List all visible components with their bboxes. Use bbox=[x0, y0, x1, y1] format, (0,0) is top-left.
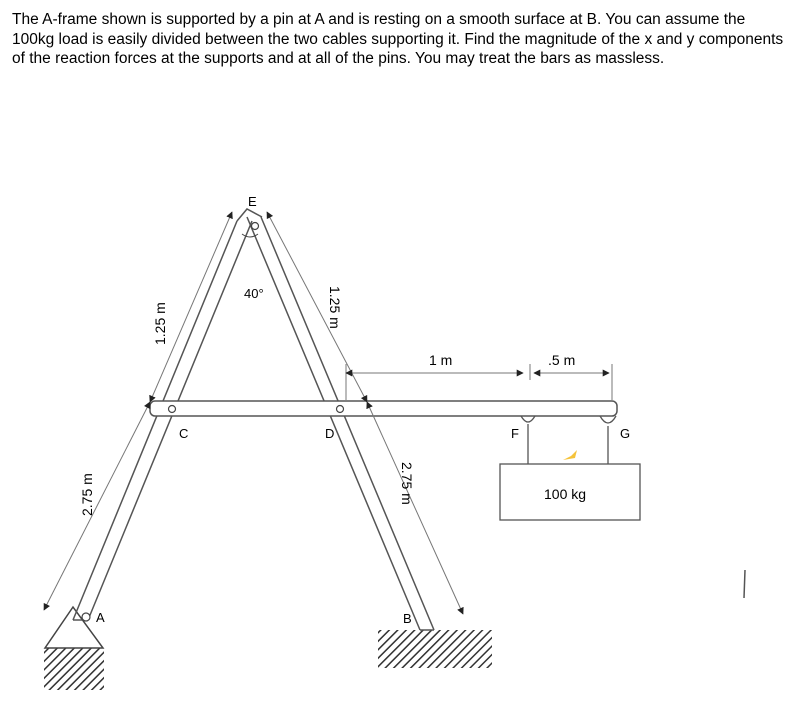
dim-horizontal-1: 1 m bbox=[429, 352, 453, 368]
label-d: D bbox=[325, 426, 335, 441]
horizontal-beam bbox=[150, 401, 617, 416]
pin-c bbox=[169, 406, 176, 413]
ground-a bbox=[44, 648, 104, 690]
dim-horizontal-2: .5 m bbox=[548, 352, 576, 368]
dim-left-upper: 1.25 m bbox=[152, 302, 168, 345]
dim-right-lower: 2.75 m bbox=[399, 462, 415, 505]
left-leg bbox=[73, 221, 252, 620]
label-e: E bbox=[248, 194, 257, 209]
pin-e bbox=[252, 223, 259, 230]
hook-f bbox=[521, 416, 535, 422]
apex-cap bbox=[237, 209, 262, 221]
label-a: A bbox=[96, 610, 105, 625]
pin-d bbox=[337, 406, 344, 413]
load-label: 100 kg bbox=[544, 486, 587, 502]
ground-b bbox=[378, 630, 492, 668]
pin-a bbox=[82, 613, 90, 621]
apex-angle-label: 40° bbox=[244, 286, 264, 301]
label-g: G bbox=[620, 426, 631, 441]
load-center-mark bbox=[563, 450, 577, 460]
hook-g bbox=[600, 416, 616, 423]
pin-support-a bbox=[45, 607, 103, 648]
right-leg bbox=[247, 217, 434, 630]
dim-right-upper: 1.25 m bbox=[327, 286, 343, 329]
problem-statement: The A-frame shown is supported by a pin at A and is resting on a smooth surface at B. You can assume the 100kg load is easily divided between the two cables supporting it. Find the magnitude of the x and y components of the reaction forces at the supports and at all of the pins. You may treat the bars as massless. bbox=[12, 11, 784, 67]
label-c: C bbox=[179, 426, 189, 441]
label-f: F bbox=[511, 426, 519, 441]
horizontal-dimensions bbox=[346, 364, 612, 400]
stray-mark bbox=[744, 570, 745, 598]
dim-left-lower: 2.75 m bbox=[79, 473, 95, 516]
label-b: B bbox=[403, 611, 412, 626]
